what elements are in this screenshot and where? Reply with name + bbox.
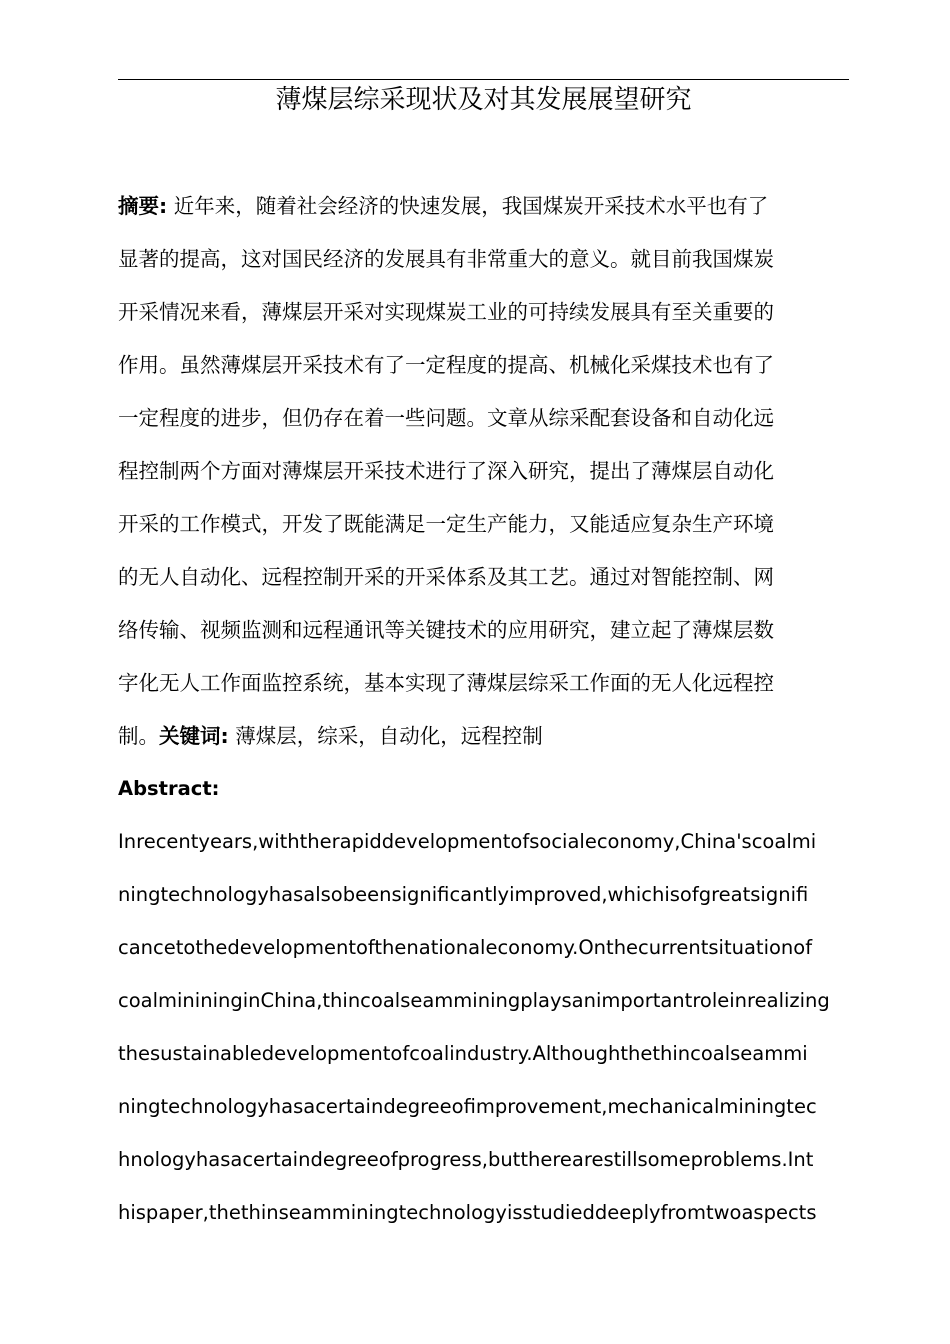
abstract-keywords-line	[118, 710, 849, 763]
abstract-line: 的无人自动化、远程控制开采的开采体系及其工艺。通过对智能控制、网	[118, 565, 774, 589]
english-abstract-line: ningtechnologyhasalsobeensignificantlyimproved,whichisofgreatsignifi	[118, 883, 809, 906]
chinese-abstract	[118, 180, 849, 763]
keywords-text: 薄煤层，综采，自动化，远程控制	[235, 724, 543, 748]
abstract-line: 一定程度的进步，但仍存在着一些问题。文章从综采配套设备和自动化远	[118, 406, 774, 430]
abstract-line: 开采情况来看，薄煤层开采对实现煤炭工业的可持续发展具有至关重要的	[118, 300, 774, 324]
english-abstract-heading	[118, 762, 849, 815]
abstract-line: 字化无人工作面监控系统，基本实现了薄煤层综采工作面的无人化远程控	[118, 671, 774, 695]
abstract-line	[118, 180, 849, 233]
abstract-line: 显著的提高，这对国民经济的发展具有非常重大的意义。就目前我国煤炭	[118, 247, 774, 271]
abstract-line: 作用。虽然薄煤层开采技术有了一定程度的提高、机械化采煤技术也有了	[118, 353, 774, 377]
english-abstract-line: ningtechnologyhasacertaindegreeofimprovement,mechanicalminingtec	[118, 1095, 817, 1118]
abstract-line: 开采的工作模式，开发了既能满足一定生产能力，又能适应复杂生产环境	[118, 512, 774, 536]
document-title: 薄煤层综采现状及对其发展展望研究	[275, 85, 692, 115]
keywords-label: 关键词:	[159, 724, 229, 748]
english-abstract-line: coalminininginChina,thincoalseamminingplaysanimportantroleinrealizing	[118, 989, 830, 1012]
english-abstract	[118, 815, 849, 1239]
english-abstract-label: Abstract:	[118, 777, 220, 800]
abstract-text: 近年来，随着社会经济的快速发展，我国煤炭开采技术水平也有了	[173, 194, 769, 218]
abstract-line: 络传输、视频监测和远程通讯等关键技术的应用研究，建立起了薄煤层数	[118, 618, 774, 642]
english-abstract-line: cancetothedevelopmentofthenationaleconomy.Onthecurrentsituationof	[118, 936, 813, 959]
english-abstract-line: hnologyhasacertaindegreeofprogress,buttherearestillsomeproblems.Int	[118, 1148, 814, 1171]
english-abstract-line: thesustainabledevelopmentofcoalindustry.Althoughthethincoalseammi	[118, 1042, 808, 1065]
abstract-last-text: 制。	[118, 724, 159, 748]
english-abstract-line: Inrecentyears,withtherapiddevelopmentofsocialeconomy,China'scoalmi	[118, 830, 817, 853]
abstract-line: 程控制两个方面对薄煤层开采技术进行了深入研究，提出了薄煤层自动化	[118, 459, 774, 483]
abstract-label: 摘要:	[118, 194, 168, 218]
english-abstract-line: hispaper,thethinseamminingtechnologyisstudieddeeplyfromtwoaspects	[118, 1201, 817, 1224]
